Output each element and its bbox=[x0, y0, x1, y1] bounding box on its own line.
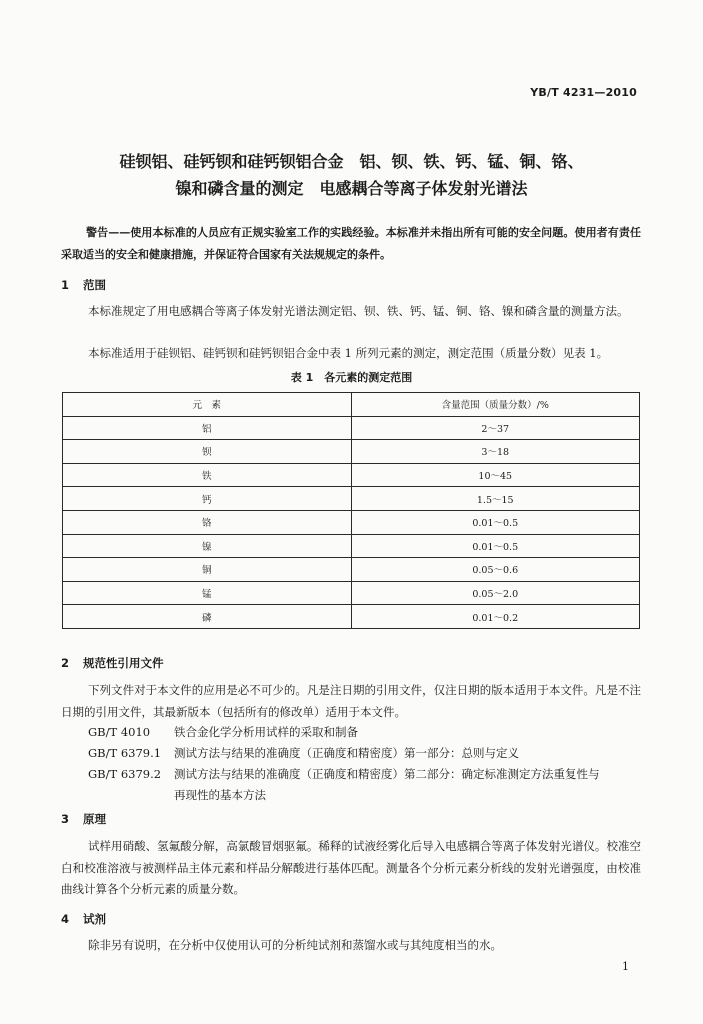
element-cell: 镍 bbox=[63, 534, 352, 558]
section-number: 2 bbox=[61, 656, 70, 670]
standard-code: YB/T 4231—2010 bbox=[530, 86, 637, 99]
elements-range-table bbox=[62, 392, 640, 629]
range-cell: 0.05～2.0 bbox=[351, 581, 640, 605]
table-row bbox=[63, 440, 640, 464]
reference-code: GB/T 6379.1 bbox=[88, 746, 162, 760]
section-title: 原理 bbox=[83, 812, 106, 826]
element-cell: 铝 bbox=[63, 416, 352, 440]
reference-item bbox=[88, 722, 641, 743]
element-cell: 钙 bbox=[63, 487, 352, 511]
section-number: 3 bbox=[61, 812, 70, 826]
range-cell: 1.5～15 bbox=[351, 487, 640, 511]
reference-item bbox=[88, 764, 641, 806]
reference-title: 测试方法与结果的准确度（正确度和精密度）第一部分：总则与定义 bbox=[174, 746, 519, 760]
range-cell: 0.05～0.6 bbox=[351, 558, 640, 582]
element-cell: 铁 bbox=[63, 463, 352, 487]
safety-warning: 警告——使用本标准的人员应有正规实验室工作的实践经验。本标准并未指出所有可能的安全问题。使用者有责任采取适当的安全和健康措施，并保证符合国家有关法规规定的条件。 bbox=[61, 226, 641, 261]
scope-paragraph-1: 本标准规定了用电感耦合等离子体发射光谱法测定铝、钡、铁、钙、锰、铜、铬、镍和磷含量的测量方法。 bbox=[88, 304, 629, 318]
section-3-heading bbox=[61, 811, 106, 827]
reference-title-continued: 再现性的基本方法 bbox=[174, 788, 266, 802]
table-row bbox=[63, 487, 640, 511]
element-cell: 磷 bbox=[63, 605, 352, 629]
reference-code: GB/T 6379.2 bbox=[88, 767, 162, 781]
section-title: 范围 bbox=[83, 278, 106, 292]
section-number: 1 bbox=[61, 278, 70, 292]
reference-title: 铁合金化学分析用试样的采取和制备 bbox=[174, 725, 358, 739]
element-cell: 铜 bbox=[63, 558, 352, 582]
range-cell: 0.01～0.5 bbox=[351, 534, 640, 558]
table-row bbox=[63, 605, 640, 629]
section-title: 试剂 bbox=[83, 912, 106, 926]
header-element: 元 素 bbox=[63, 393, 352, 417]
element-cell: 锰 bbox=[63, 581, 352, 605]
table-row bbox=[63, 416, 640, 440]
principle-paragraph: 试样用硝酸、氢氟酸分解，高氯酸冒烟驱氟。稀释的试液经雾化后导入电感耦合等离子体发射光谱仪。校准空白和校准溶液与被测样品主体元素和样品分解酸进行基体匹配。测量各个分析元素分析线的发射光谱强度，由校准曲线计算各个分析元素的质量分数。 bbox=[61, 839, 641, 896]
title-line-2: 镍和磷含量的测定 电感耦合等离子体发射光谱法 bbox=[175, 179, 528, 198]
table-row bbox=[63, 510, 640, 534]
range-cell: 3～18 bbox=[351, 440, 640, 464]
table-header-row bbox=[63, 393, 640, 417]
section-2-heading bbox=[61, 655, 164, 671]
reference-title: 测试方法与结果的准确度（正确度和精密度）第二部分：确定标准测定方法重复性与 bbox=[174, 767, 600, 781]
document-title bbox=[40, 148, 663, 202]
section-1-heading bbox=[61, 277, 106, 293]
range-cell: 10～45 bbox=[351, 463, 640, 487]
page-number: 1 bbox=[622, 960, 629, 973]
title-line-1: 硅钡铝、硅钙钡和硅钙钡铝合金 铝、钡、铁、钙、锰、铜、铬、 bbox=[119, 152, 584, 171]
table-row bbox=[63, 558, 640, 582]
range-cell: 2～37 bbox=[351, 416, 640, 440]
section-title: 规范性引用文件 bbox=[83, 656, 164, 670]
table-row bbox=[63, 581, 640, 605]
range-cell: 0.01～0.5 bbox=[351, 510, 640, 534]
scope-paragraph-2: 本标准适用于硅钡铝、硅钙钡和硅钙钡铝合金中表 1 所列元素的测定，测定范围（质量分数）见表 1。 bbox=[88, 346, 609, 360]
reference-code: GB/T 4010 bbox=[88, 725, 151, 739]
reference-item bbox=[88, 743, 641, 764]
normative-references-paragraph: 下列文件对于本文件的应用是必不可少的。凡是注日期的引用文件，仅注日期的版本适用于本文件。凡是不注日期的引用文件，其最新版本（包括所有的修改单）适用于本文件。 bbox=[61, 683, 641, 719]
section-4-heading bbox=[61, 911, 106, 927]
element-cell: 铬 bbox=[63, 510, 352, 534]
table-row bbox=[63, 534, 640, 558]
section-number: 4 bbox=[61, 912, 70, 926]
table-row bbox=[63, 463, 640, 487]
table-caption: 表 1 各元素的测定范围 bbox=[290, 371, 413, 384]
header-content-range: 含量范围（质量分数）/% bbox=[351, 393, 640, 417]
element-cell: 钡 bbox=[63, 440, 352, 464]
range-cell: 0.01～0.2 bbox=[351, 605, 640, 629]
reagents-paragraph: 除非另有说明，在分析中仅使用认可的分析纯试剂和蒸馏水或与其纯度相当的水。 bbox=[88, 938, 502, 952]
